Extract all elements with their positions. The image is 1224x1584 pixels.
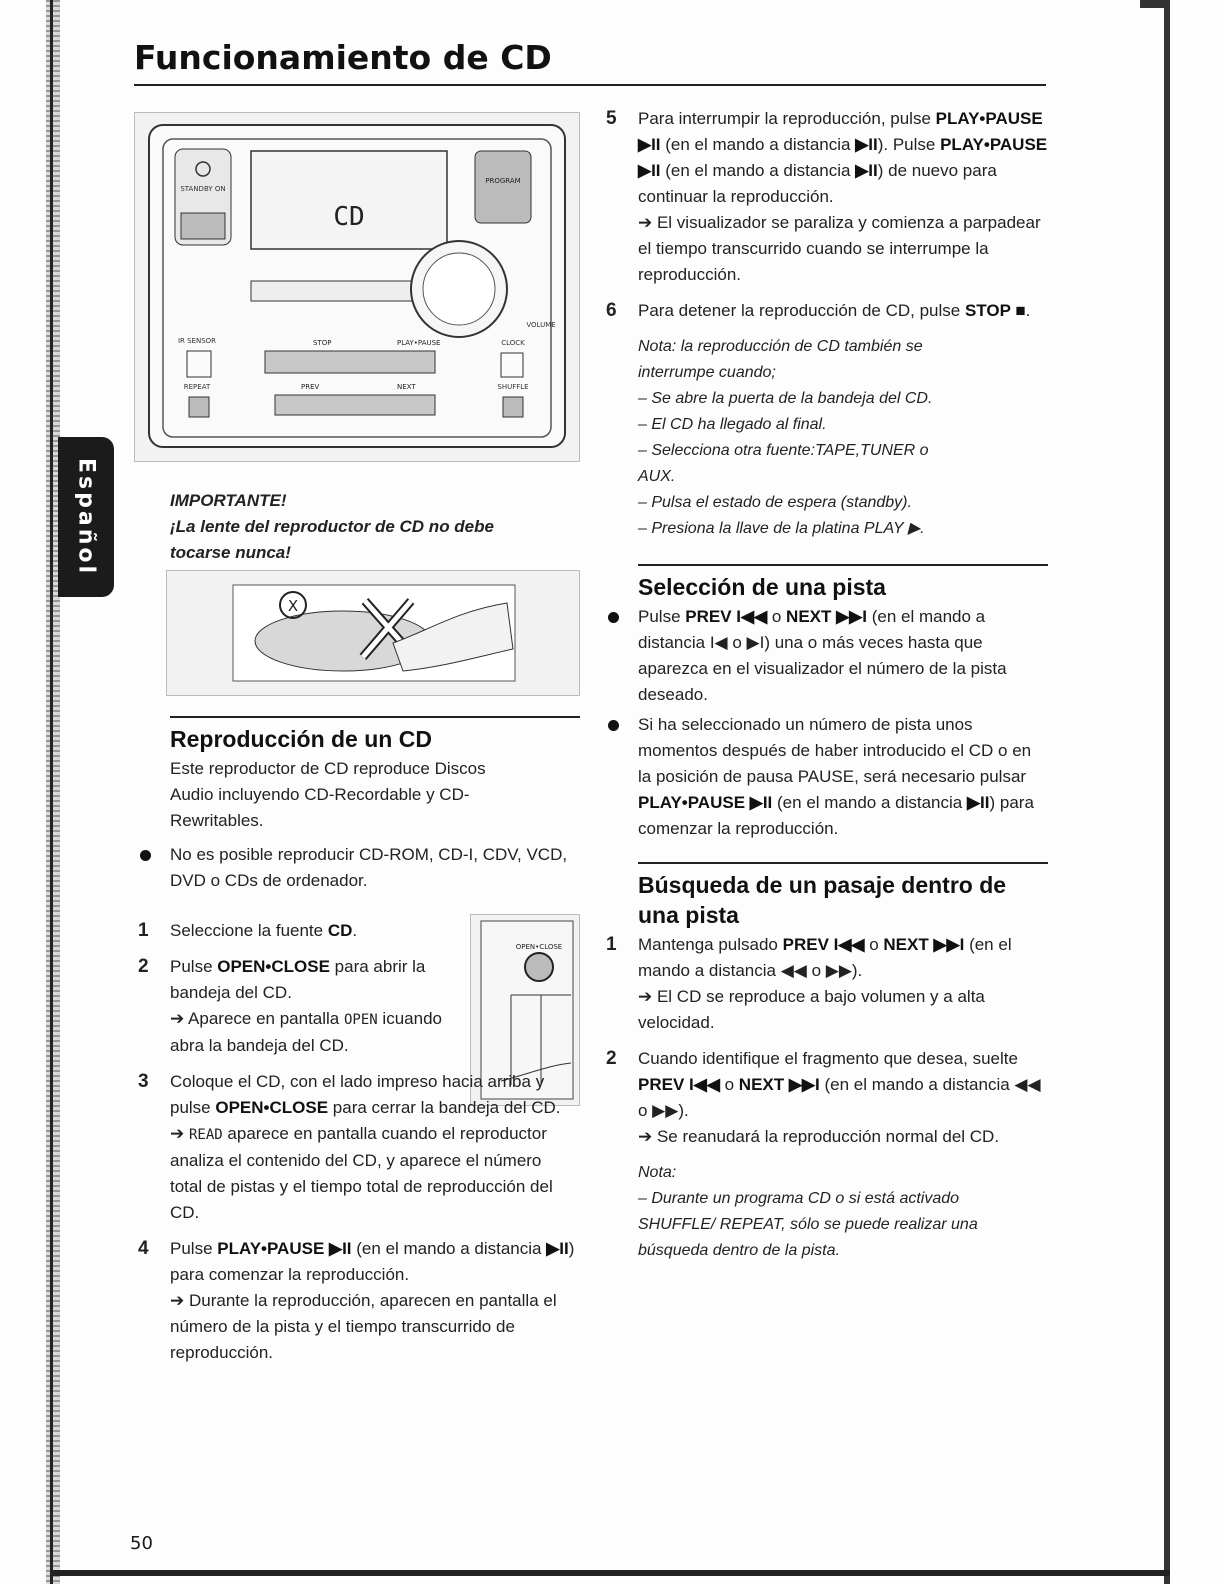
step-text: Para interrumpir la reproducción, pulse	[638, 109, 936, 128]
step-text: (en el mando a distancia ◀◀ o ▶▶).	[638, 935, 1012, 980]
step-keyword: PLAY•PAUSE ▶II	[638, 109, 1043, 154]
step-text: para abrir la bandeja del CD.	[170, 957, 426, 1002]
step-1	[138, 918, 470, 944]
track-selection-section	[638, 564, 1048, 602]
device-drawing	[135, 113, 579, 461]
step-text: ) para comenzar la reproducción.	[170, 1239, 575, 1284]
display-text: READ	[188, 1127, 223, 1143]
language-tab-label: Español	[73, 457, 99, 577]
list-item: – Selecciona otra fuente:TAPE,TUNER o AUX.	[638, 442, 929, 485]
bullet-keyword: PLAY•PAUSE ▶II	[638, 793, 773, 812]
page-title: Funcionamiento de CD	[134, 38, 552, 77]
step-keyword: PREV I◀◀	[782, 935, 865, 954]
repeat-label: REPEAT	[183, 383, 211, 391]
bullet-text: (en el mando a distancia	[772, 793, 967, 812]
title-rule	[134, 84, 1046, 86]
device-illustration	[134, 112, 580, 462]
search-section	[638, 862, 1048, 930]
step-number: 6	[606, 300, 617, 321]
step-3	[138, 1069, 578, 1226]
step-text: Coloque el CD, con el lado impreso hacia arriba y pulse	[170, 1072, 545, 1117]
clock-label: CLOCK	[501, 339, 525, 347]
step-text: .	[352, 921, 358, 940]
step-2	[138, 954, 470, 1059]
note-text: – Durante un programa CD o si está activado SHUFFLE/ REPEAT, sólo se puede realizar una búsqueda dentro de la pista.	[638, 1190, 978, 1259]
result-text: Durante la reproducción, aparecen en pantalla el número de la pista y el tiempo transcurrido de reproducción.	[170, 1291, 557, 1362]
step-text: Pulse	[170, 1239, 218, 1258]
language-tab	[58, 437, 114, 597]
volume-label: VOLUME	[526, 321, 556, 329]
list-item: – El CD ha llegado al final.	[638, 416, 827, 433]
search-step-1	[606, 932, 1048, 1036]
result-line: ➔ El visualizador se paraliza y comienza a parpadear el tiempo transcurrido cuando se interrumpe la reproducción.	[638, 213, 1041, 284]
scan-edge-left	[46, 0, 60, 1584]
display-cd: CD	[333, 202, 365, 232]
stop-label: STOP	[313, 339, 332, 347]
left-column	[170, 488, 550, 566]
step-number: 1	[138, 920, 149, 941]
result-text: Se reanudará la reproducción normal del CD.	[656, 1127, 1000, 1146]
step-text: (en el mando a distancia	[351, 1239, 547, 1258]
result-line: ➔ El CD se reproduce a bajo volumen y a alta velocidad.	[638, 987, 985, 1032]
standby-label: STANDBY ON	[180, 185, 226, 193]
step-text: (en el mando a distancia	[660, 135, 856, 154]
step-number: 1	[606, 934, 617, 955]
search-step-2	[606, 1046, 1048, 1150]
result-line: ➔ Aparece en pantalla OPEN icuando abra la bandeja del CD.	[170, 1009, 442, 1055]
step-text: o	[864, 935, 884, 954]
step-text: ) de nuevo para continuar la reproducción.	[638, 161, 997, 206]
step-text: Para detener la reproducción de CD, pulse	[638, 301, 965, 320]
svg-text:X: X	[287, 597, 299, 615]
step-text: .	[1025, 301, 1031, 320]
shuffle-label: SHUFFLE	[497, 383, 529, 391]
bullet-keyword: PREV I◀◀	[685, 607, 768, 626]
list-item: – Pulsa el estado de espera (standby).	[638, 494, 912, 511]
note-block	[606, 334, 968, 542]
prev-label: PREV	[301, 383, 320, 391]
step-number: 3	[138, 1071, 149, 1092]
step-text: Pulse	[170, 957, 218, 976]
step-number: 4	[138, 1238, 149, 1259]
bullet-text: Si ha seleccionado un número de pista unos momentos después de haber introducido el CD o en la posición de pausa PAUSE, será necesario pulsar	[638, 715, 1032, 786]
result-text: El CD se reproduce a bajo volumen y a alta velocidad.	[638, 987, 985, 1032]
note-block-2	[606, 1160, 1028, 1264]
left-steps	[138, 918, 578, 1376]
bullet-text: ) para comenzar la reproducción.	[638, 793, 1034, 838]
step-keyword: OPEN•CLOSE	[217, 957, 330, 976]
step-keyword: OPEN•CLOSE	[215, 1098, 329, 1117]
list-item	[138, 842, 578, 894]
list-item	[606, 604, 1048, 708]
step-keyword: ▶II	[855, 161, 878, 180]
step-text: Cuando identifique el fragmento que desea, suelte	[638, 1049, 1018, 1068]
step-text: o	[719, 1075, 739, 1094]
bullet-icon	[140, 850, 151, 861]
bullet-text: o	[767, 607, 787, 626]
step-keyword: CD	[327, 921, 353, 940]
open-close-label: OPEN•CLOSE	[515, 943, 563, 951]
note-label: Nota:	[638, 1164, 677, 1181]
lens-warning-illustration	[166, 570, 580, 696]
bullet-icon	[608, 612, 619, 623]
important-text: ¡La lente del reproductor de CD no debe tocarse nunca!	[170, 517, 494, 562]
play-pause-label: PLAY•PAUSE	[397, 339, 441, 347]
result-text: icuando abra la bandeja del CD.	[170, 1009, 442, 1055]
step-keyword: NEXT ▶▶I	[738, 1075, 820, 1094]
program-label: PROGRAM	[485, 177, 521, 185]
section-heading-track-selection: Selección de una pista	[638, 574, 886, 600]
ir-sensor-label: IR SENSOR	[177, 337, 217, 345]
step-text: (en el mando a distancia	[660, 161, 856, 180]
step-text: Seleccione la fuente	[170, 921, 328, 940]
step-keyword: STOP ■	[964, 301, 1026, 320]
step-text: ). Pulse	[877, 135, 941, 154]
scan-border-bottom	[50, 1570, 1170, 1576]
section-rule	[170, 716, 580, 718]
scan-corner	[1140, 0, 1170, 8]
note-intro: Nota: la reproducción de CD también se interrumpe cuando;	[638, 338, 923, 381]
list-item: – Presiona la llave de la platina PLAY ▶.	[638, 520, 925, 537]
bullet-keyword: ▶II	[966, 793, 990, 812]
step-number: 2	[138, 956, 149, 977]
display-text: OPEN	[343, 1012, 378, 1028]
scan-border-right	[1164, 0, 1170, 1584]
result-text: aparece en pantalla cuando el reproductor analiza el contenido del CD, y aparece el número total de pistas y el tiempo total de reproducción del CD.	[170, 1124, 553, 1222]
step-keyword: ▶II	[855, 135, 878, 154]
right-column	[606, 106, 1048, 1264]
lens-drawing	[167, 571, 579, 695]
result-text: Aparece en pantalla	[188, 1009, 344, 1028]
next-label: NEXT	[397, 383, 416, 391]
bullet-text: (en el mando a distancia I◀ o ▶I) una o más veces hasta que aparezca en el visualizador el número de la pista deseado.	[638, 607, 1007, 704]
important-label: IMPORTANTE!	[170, 491, 287, 510]
bullet-keyword: NEXT ▶▶I	[786, 607, 867, 626]
step-text: (en el mando a distancia ◀◀ o ▶▶).	[638, 1075, 1041, 1120]
page-number: 50	[130, 1533, 153, 1554]
list-item	[606, 712, 1048, 842]
step-4	[138, 1236, 578, 1366]
step-text: para cerrar la bandeja del CD.	[328, 1098, 561, 1117]
step-keyword: PLAY•PAUSE ▶II	[217, 1239, 352, 1258]
bullet-icon	[608, 720, 619, 731]
scan-border-left	[50, 0, 53, 1584]
bullet-text: No es posible reproducir CD-ROM, CD-I, CDV, VCD, DVD o CDs de ordenador.	[170, 845, 568, 890]
step-keyword: PLAY•PAUSE ▶II	[638, 135, 1048, 180]
left-bullet	[138, 842, 578, 898]
result-text: El visualizador se paraliza y comienza a parpadear el tiempo transcurrido cuando se interrumpe la reproducción.	[638, 213, 1041, 284]
left-section	[170, 716, 580, 834]
step-keyword: ▶II	[546, 1239, 569, 1258]
list-item: – Se abre la puerta de la bandeja del CD.	[638, 390, 933, 407]
result-line: ➔ Se reanudará la reproducción normal del CD.	[638, 1127, 1000, 1146]
section-rule	[638, 564, 1048, 566]
result-line: ➔ READ aparece en pantalla cuando el reproductor analiza el contenido del CD, y aparece el número total de pistas y el tiempo total de reproducción del CD.	[170, 1124, 553, 1222]
step-keyword: PREV I◀◀	[638, 1075, 720, 1094]
section-heading-search: Búsqueda de un pasaje dentro de una pista	[638, 872, 1007, 928]
step-5	[606, 106, 1048, 288]
intro-paragraph: Este reproductor de CD reproduce Discos Audio incluyendo CD-Recordable y CD-Rewritables.	[170, 759, 486, 830]
result-line: ➔ Durante la reproducción, aparecen en pantalla el número de la pista y el tiempo transcurrido de reproducción.	[170, 1291, 557, 1362]
step-6	[606, 298, 1048, 324]
step-number: 2	[606, 1048, 617, 1069]
step-number: 5	[606, 108, 617, 129]
step-text: Mantenga pulsado	[638, 935, 783, 954]
bullet-text: Pulse	[638, 607, 686, 626]
section-rule	[638, 862, 1048, 864]
step-keyword: NEXT ▶▶I	[883, 935, 965, 954]
section-heading-playback: Reproducción de un CD	[170, 726, 432, 752]
